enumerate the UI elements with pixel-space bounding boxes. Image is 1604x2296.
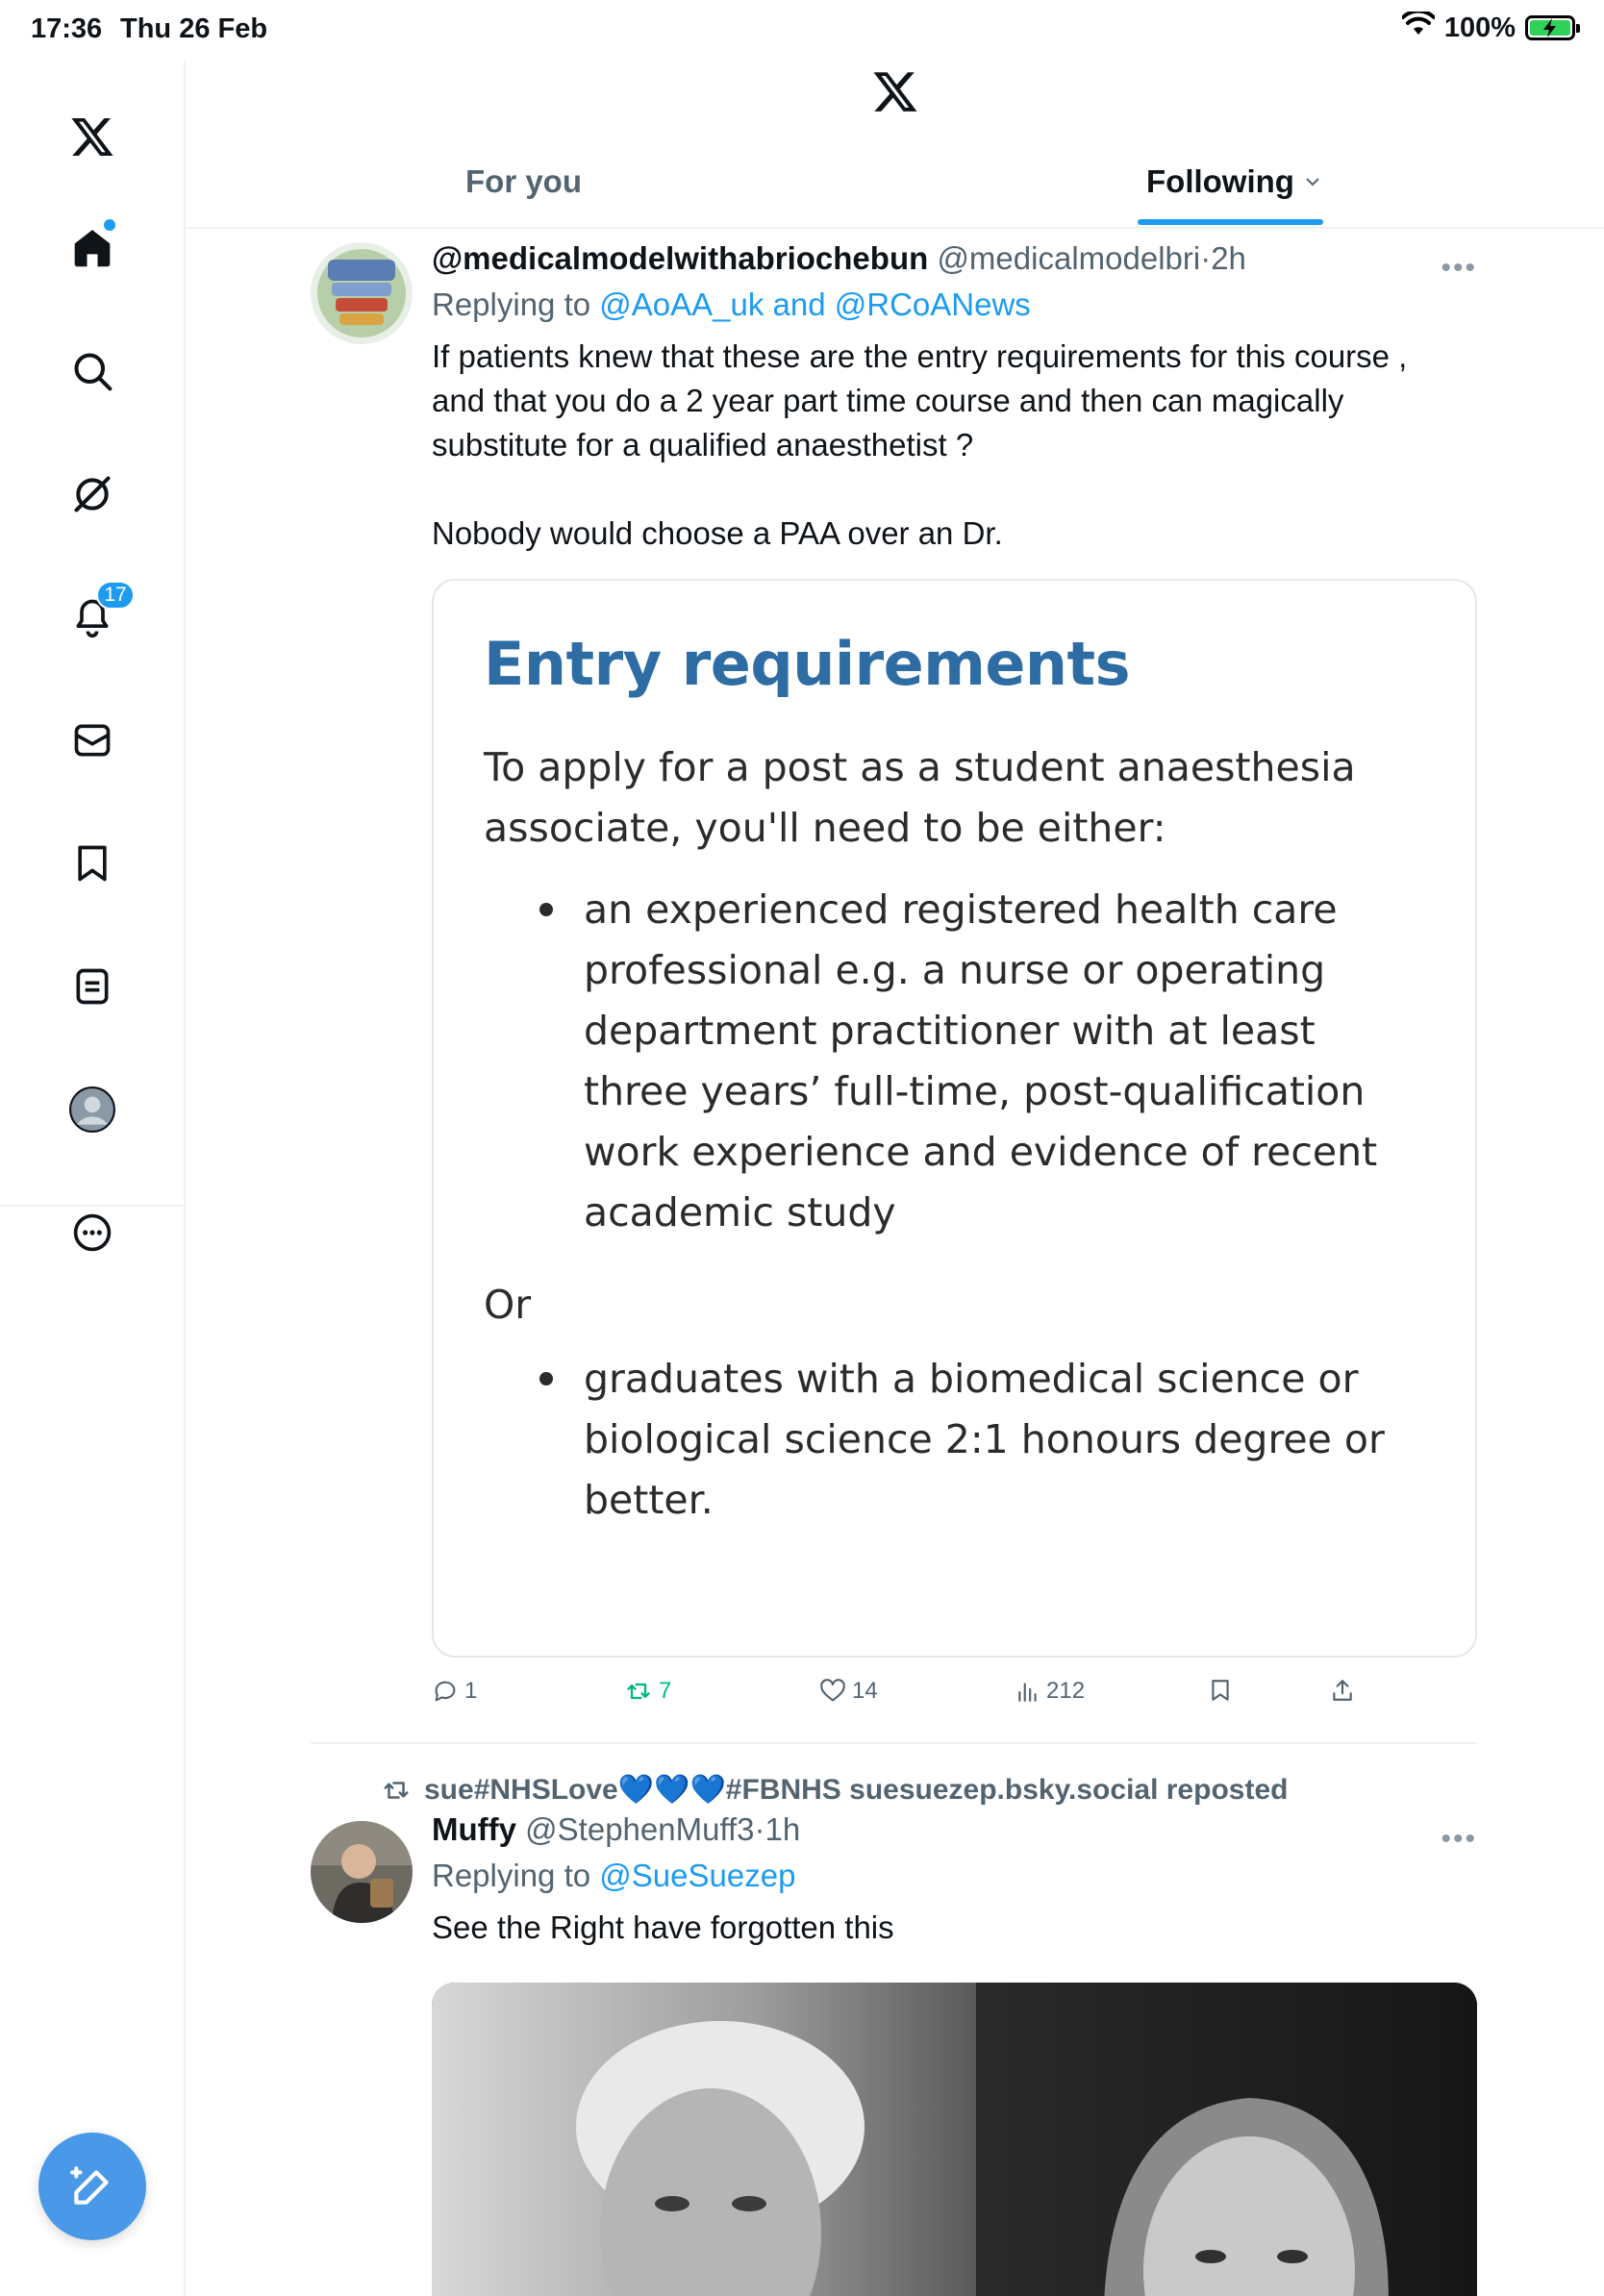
compose-button[interactable] xyxy=(38,2133,146,2240)
tweet-separator xyxy=(311,1742,1477,1744)
grok-icon[interactable] xyxy=(62,463,123,525)
more-options-icon[interactable]: ••• xyxy=(1441,252,1477,284)
x-logo-icon[interactable] xyxy=(62,106,123,167)
reply-count: 1 xyxy=(464,1678,478,1704)
more-icon[interactable] xyxy=(62,1202,123,1263)
tab-for-you-label: For you xyxy=(465,163,582,199)
card-bullet: graduates with a biomedical science or biological science 2:1 honours degree or better. xyxy=(484,1349,1425,1531)
tweet-header: Muffy @StephenMuff3·1h xyxy=(432,1811,801,1847)
repost-button[interactable] xyxy=(624,1678,671,1705)
card-title: Entry requirements xyxy=(484,629,1131,699)
x-header-logo-icon[interactable] xyxy=(871,67,919,115)
status-bar xyxy=(0,0,1604,60)
repost-icon xyxy=(380,1776,413,1805)
timeline-tabs xyxy=(186,144,1604,229)
card-list xyxy=(484,880,1425,1243)
card-intro: To apply for a post as a student anaesthesia associate, you'll need to be either: xyxy=(484,744,1356,851)
tweet[interactable] xyxy=(311,240,1477,1721)
share-icon xyxy=(1330,1678,1355,1703)
tab-for-you[interactable] xyxy=(465,163,582,200)
reply-mentions[interactable]: @SueSuezep xyxy=(599,1858,796,1893)
reposted-by: sue#NHSLove💙💙💙#FBNHS suesuezep.bsky.social reposted xyxy=(424,1774,1289,1806)
status-time: 17:36 xyxy=(31,13,103,44)
wifi-icon xyxy=(1402,12,1435,44)
card-or: Or xyxy=(484,1282,532,1328)
replying-to: Replying to @SueSuezep xyxy=(432,1858,796,1893)
more-options-icon[interactable]: ••• xyxy=(1441,1823,1477,1855)
card-bullet: an experienced registered health care professional e.g. a nurse or operating department practitioner with at least three years’ full-time, post-qualification work experience and evidence of recent academic study xyxy=(484,880,1425,1243)
reply-button[interactable] xyxy=(432,1678,477,1705)
repost-icon xyxy=(624,1678,653,1705)
compose-icon xyxy=(68,2162,116,2210)
sidebar-divider xyxy=(0,1205,186,1207)
author-name[interactable]: Muffy xyxy=(432,1811,516,1847)
tab-following[interactable] xyxy=(1146,163,1321,200)
bookmark-icon[interactable] xyxy=(62,833,123,894)
repost-count: 7 xyxy=(659,1678,672,1704)
tweet-image[interactable] xyxy=(432,579,1477,1658)
author-handle[interactable]: @StephenMuff3 xyxy=(525,1811,755,1847)
author-name[interactable]: @medicalmodelwithabriochebun xyxy=(432,240,929,276)
lists-icon[interactable] xyxy=(62,956,123,1017)
search-icon[interactable] xyxy=(62,340,123,402)
bookmark-icon xyxy=(1208,1678,1233,1703)
sidebar xyxy=(0,60,186,2296)
heart-icon xyxy=(819,1678,846,1705)
chevron-down-icon xyxy=(1304,176,1321,187)
like-count: 14 xyxy=(852,1678,878,1704)
tweet[interactable] xyxy=(311,1811,1477,2296)
tweet-time[interactable]: 2h xyxy=(1211,240,1246,276)
home-unread-dot xyxy=(104,219,115,231)
tweet-actions xyxy=(432,1678,1477,1716)
like-button[interactable] xyxy=(819,1678,878,1705)
active-tab-indicator xyxy=(1138,219,1323,225)
avatar[interactable] xyxy=(311,242,413,344)
notifications-badge: 17 xyxy=(96,581,135,610)
tweet-text: See the Right have forgotten this xyxy=(432,1909,894,1945)
tweet-image[interactable] xyxy=(432,1983,1477,2296)
views-button[interactable] xyxy=(1015,1678,1085,1705)
replying-to: Replying to @AoAA_uk and @RCoANews xyxy=(432,287,1031,322)
reply-mentions[interactable]: @AoAA_uk and @RCoANews xyxy=(599,287,1031,322)
views-count: 212 xyxy=(1046,1678,1086,1704)
status-indicators xyxy=(1402,12,1575,44)
tweet-header: @medicalmodelwithabriochebun @medicalmodelbri·2h xyxy=(432,240,1246,276)
reply-icon xyxy=(432,1678,459,1705)
share-button[interactable] xyxy=(1330,1678,1355,1703)
avatar[interactable] xyxy=(311,1821,413,1923)
mail-icon[interactable] xyxy=(62,710,123,771)
tweet-time[interactable]: 1h xyxy=(764,1811,801,1847)
author-handle[interactable]: @medicalmodelbri xyxy=(937,240,1201,276)
bell-icon[interactable] xyxy=(62,584,127,648)
views-icon xyxy=(1015,1679,1040,1704)
status-date: Thu 26 Feb xyxy=(120,13,268,44)
tab-following-label: Following xyxy=(1146,163,1294,199)
home-icon[interactable] xyxy=(62,217,123,279)
repost-context[interactable] xyxy=(380,1773,1288,1807)
profile-icon[interactable] xyxy=(62,1079,123,1140)
tweet-text: If patients knew that these are the entry requirements for this course , and that you do a 2 year part time course and then can magically substitute for a qualified anaesthetist ? Nobody would choose a PAA over an Dr. xyxy=(432,338,1408,551)
card-list xyxy=(484,1349,1425,1531)
battery-icon xyxy=(1525,15,1575,40)
bookmark-button[interactable] xyxy=(1208,1678,1233,1703)
battery-percent: 100% xyxy=(1443,12,1516,43)
